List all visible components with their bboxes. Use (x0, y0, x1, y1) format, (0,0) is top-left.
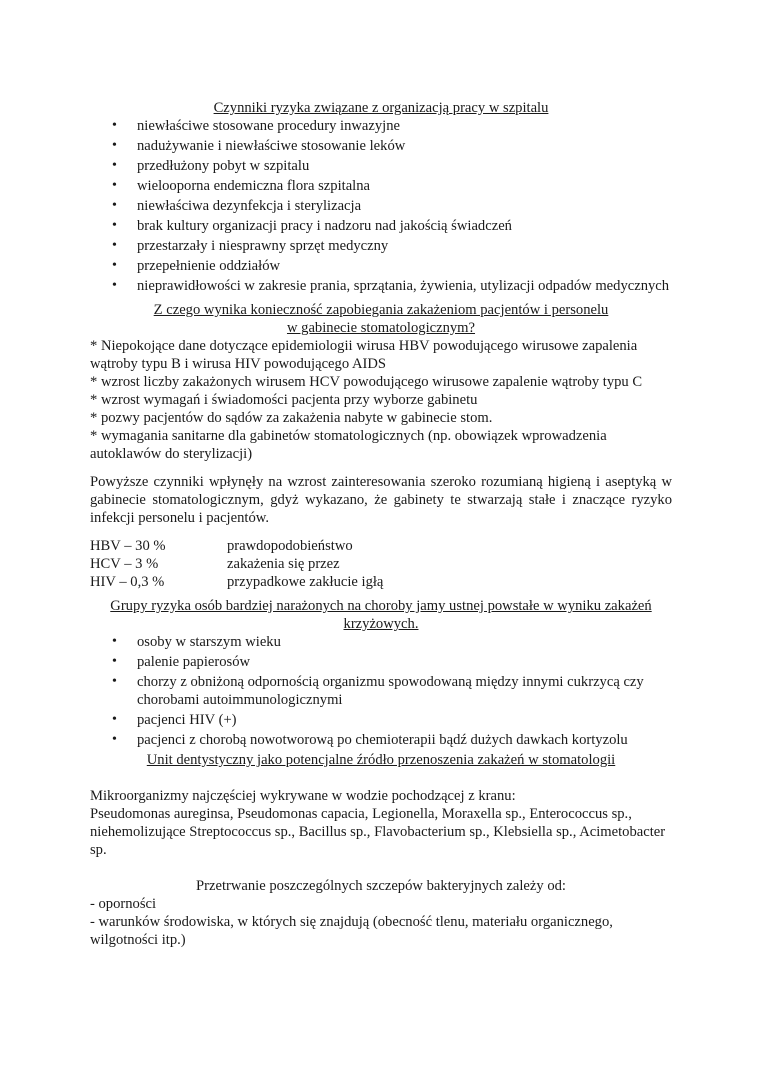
bullet-icon: • (112, 258, 117, 273)
bullet-icon: • (112, 118, 117, 133)
bullet-icon: • (112, 178, 117, 193)
survival-factor: - oporności (90, 896, 157, 912)
stat-row (90, 555, 672, 573)
stat-label: zakażenia się przez (227, 556, 340, 572)
list-item: • pacjenci z chorobą nowotworową po chemioterapii bądź dużych dawkach kortyzolu (112, 732, 628, 748)
section-heading-dental-unit: Unit dentystyczny jako potencjalne źródło przenoszenia zakażeń w stomatologii (146, 752, 616, 768)
list-item: • przedłużony pobyt w szpitalu (112, 158, 310, 174)
bullet-icon: • (112, 198, 117, 213)
stat-virus: HBV – 30 % (90, 538, 166, 554)
list-item: • pacjenci HIV (+) (112, 712, 237, 728)
microorganisms-block (90, 787, 672, 859)
prevention-point: * Niepokojące dane dotyczące epidemiologii wirusa HBV powodującego wirusowe zapalenia wątroby typu B i wirusa HIV powodującego AIDS (90, 338, 638, 372)
hospital-risk-list (90, 117, 672, 295)
prevention-point: * wymagania sanitarne dla gabinetów stomatologicznych (np. obowiązek wprowadzenia autoklawów do sterylizacji) (90, 428, 607, 462)
document-page (90, 99, 672, 949)
section-heading-hospital-risk: Czynniki ryzyka związane z organizacją pracy w szpitalu (213, 100, 549, 116)
prevention-point: * wzrost wymagań i świadomości pacjenta przy wyborze gabinetu (90, 392, 478, 408)
list-item: • niewłaściwe stosowane procedury inwazyjne (112, 118, 401, 134)
stat-label: przypadkowe zakłucie igłą (227, 574, 384, 590)
summary-paragraph: Powyższe czynniki wpłynęły na wzrost zainteresowania szeroko rozumianą higieną i aseptyką w gabinecie stomatologicznym, gdyż wykazano, że gabinety te stwarzają stałe i znaczące ryzyko infekcji personelu i pacjentów. (90, 474, 672, 526)
list-item: • niewłaściwa dezynfekcja i sterylizacja (112, 198, 362, 214)
bullet-icon: • (112, 238, 117, 253)
survival-heading: Przetrwanie poszczególnych szczepów bakteryjnych zależy od: (196, 878, 566, 894)
stat-row (90, 537, 672, 555)
survival-factor: - warunków środowiska, w których się znajdują (obecność tlenu, materiału organicznego, wilgotności itp.) (90, 914, 613, 948)
stat-label: prawdopodobieństwo (227, 538, 353, 554)
bullet-icon: • (112, 158, 117, 173)
bullet-icon: • (112, 732, 117, 747)
prevention-point: * pozwy pacjentów do sądów za zakażenia nabyte w gabinecie stom. (90, 410, 493, 426)
microorganisms-intro: Mikroorganizmy najczęściej wykrywane w wodzie pochodzącej z kranu: (90, 788, 516, 804)
stat-row (90, 573, 672, 591)
list-item: • nadużywanie i niewłaściwe stosowanie leków (112, 138, 406, 154)
stat-virus: HIV – 0,3 % (90, 574, 165, 590)
prevention-point: * wzrost liczby zakażonych wirusem HCV powodującego wirusowe zapalenie wątroby typu C (90, 374, 643, 390)
bullet-icon: • (112, 138, 117, 153)
list-item: • osoby w starszym wieku (112, 634, 281, 650)
list-item: • chorzy z obniżoną odpornością organizmu spowodowaną między innymi cukrzycą czy chorobami autoimmunologicznymi (112, 674, 644, 708)
prevention-points (90, 337, 672, 463)
list-item: • palenie papierosów (112, 654, 251, 670)
bullet-icon: • (112, 278, 117, 293)
bullet-icon: • (112, 654, 117, 669)
risk-groups-list (90, 633, 672, 749)
survival-factors-list (90, 895, 672, 949)
section-heading-risk-groups: Grupy ryzyka osób bardziej narażonych na choroby jamy ustnej powstałe w wyniku zakażeń krzyżowych. (110, 598, 652, 632)
list-item: • brak kultury organizacji pracy i nadzoru nad jakością świadczeń (112, 218, 512, 234)
bullet-icon: • (112, 674, 117, 689)
list-item: • przestarzały i niesprawny sprzęt medyczny (112, 238, 389, 254)
microorganisms-list: Pseudomonas aureginsa, Pseudomonas capacia, Legionella, Moraxella sp., Enterococcus sp., niehemolizujące Streptococcus sp., Bacillus sp., Flavobacterium sp., Klebsiella sp., Acimetobacter sp. (90, 806, 666, 858)
bullet-icon: • (112, 218, 117, 233)
bullet-icon: • (112, 634, 117, 649)
infection-risk-stats (90, 537, 672, 591)
section-heading-prevention: Z czego wynika konieczność zapobiegania zakażeniom pacjentów i personelu w gabinecie stomatologicznym? (153, 302, 609, 336)
list-item: • przepełnienie oddziałów (112, 258, 281, 274)
list-item: • nieprawidłowości w zakresie prania, sprzątania, żywienia, utylizacji odpadów medycznych (112, 278, 670, 294)
stat-virus: HCV – 3 % (90, 556, 159, 572)
list-item: • wielooporna endemiczna flora szpitalna (112, 178, 370, 194)
bullet-icon: • (112, 712, 117, 727)
